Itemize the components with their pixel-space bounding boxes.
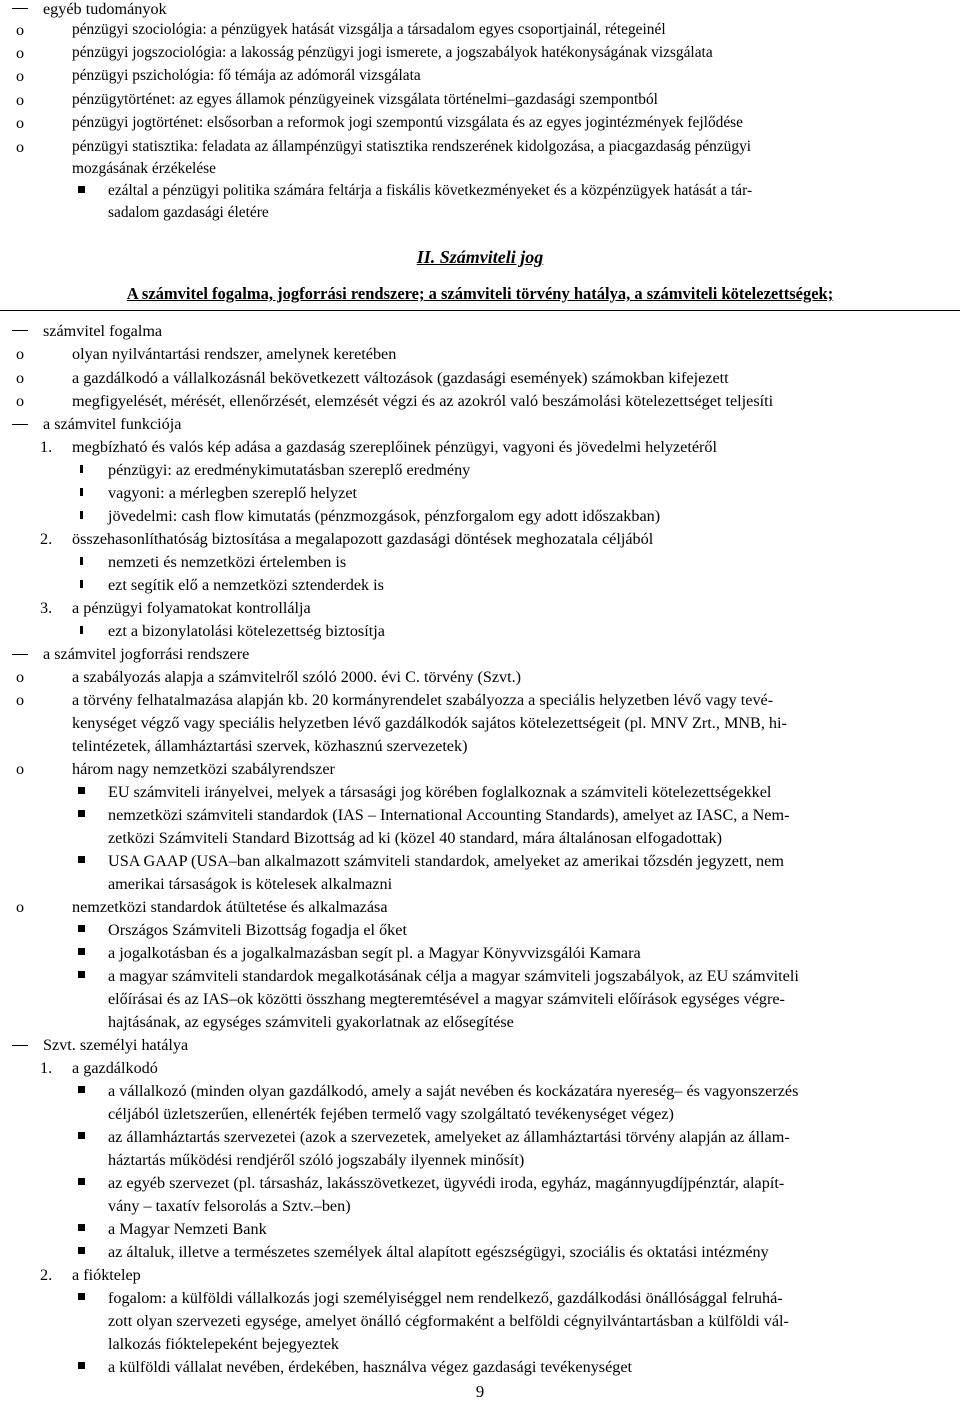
dash-bullet xyxy=(12,424,28,425)
list-item-continued: telintézetek, államháztartási szervek, közhasznú szervezetek) xyxy=(72,737,468,755)
circle-bullet: o xyxy=(16,138,25,156)
heading-szamvitel-fogalma: számvitel fogalma xyxy=(43,322,163,340)
list-number: 2. xyxy=(40,1266,53,1284)
list-subitem: a külföldi vállalat nevében, érdekében, használva végez gazdasági tevékenységet xyxy=(108,1358,633,1376)
square-bullet xyxy=(78,1293,85,1300)
list-subitem-continued: céljából üzletszerűen, ellenérték fejében termelő vagy szolgáltató tevékenységet végez) xyxy=(108,1105,674,1123)
list-subitem: vagyoni: a mérlegben szereplő helyzet xyxy=(108,484,358,502)
small-bullet xyxy=(80,580,83,588)
list-item: pénzügytörténet: az egyes államok pénzügyeinek vizsgálata történelmi–gazdasági szempontból xyxy=(72,91,658,108)
list-number: 1. xyxy=(40,438,53,456)
section-title: II. Számviteli jog xyxy=(416,247,544,267)
section-subtitle: A számvitel fogalma, jogforrási rendszere; a számviteli törvény hatálya, a számviteli kötelezettségek; xyxy=(126,284,834,303)
list-number: 1. xyxy=(40,1059,53,1077)
list-subitem: az egyéb szervezet (pl. társasház, lakásszövetkezet, ügyvédi iroda, egyház, magánnyugdíjpénztár, alapít- xyxy=(108,1174,785,1192)
list-item: nemzetközi standardok átültetése és alkalmazása xyxy=(72,898,388,916)
list-item: összehasonlíthatóság biztosítása a megalapozott gazdasági döntések meghozatala céljából xyxy=(72,530,654,548)
circle-bullet: o xyxy=(16,21,25,39)
circle-bullet: o xyxy=(16,44,25,62)
heading-szemelyi-hatalya: Szvt. személyi hatálya xyxy=(43,1036,189,1054)
small-bullet xyxy=(80,465,83,473)
list-item: három nagy nemzetközi szabályrendszer xyxy=(72,760,335,778)
list-item: a gazdálkodó a vállalkozásnál bekövetkezett változások (gazdasági események) számokban kifejezett xyxy=(72,369,729,387)
list-subitem-continued: lalkozás fióktelepeként bejegyeztek xyxy=(108,1335,340,1353)
square-bullet xyxy=(78,1362,85,1369)
list-item-continued: kenységet végző vagy speciális helyzetben lévő gazdálkodók sajátos kötelezettségeit (pl. MNV Zrt., MNB, hi- xyxy=(72,714,787,732)
list-subitem: a Magyar Nemzeti Bank xyxy=(108,1220,267,1238)
list-subitem: ezt a bizonylatolási kötelezettség biztosítja xyxy=(108,622,385,640)
list-subitem: az államháztartás szervezetei (azok a szervezetek, amelyeket az államháztartási törvény alapján az állam- xyxy=(108,1128,790,1146)
dash-bullet xyxy=(12,654,28,655)
circle-bullet: o xyxy=(16,345,25,363)
square-bullet xyxy=(78,1224,85,1231)
circle-bullet: o xyxy=(16,369,25,387)
list-item: a törvény felhatalmazása alapján kb. 20 kormányrendelet szabályozza a speciális helyzetben lévő vagy tevé- xyxy=(72,691,774,709)
circle-bullet: o xyxy=(16,898,25,916)
list-item: pénzügyi statisztika: feladata az állampénzügyi statisztika rendszerének kidolgozása, a piacgazdaság pénzügyi xyxy=(72,138,752,155)
list-subitem: az általuk, illetve a természetes személyek által alapított egészségügyi, szociális és oktatási intézmény xyxy=(108,1243,769,1261)
small-bullet xyxy=(80,557,83,565)
square-bullet xyxy=(78,1247,85,1254)
square-bullet xyxy=(78,1178,85,1185)
list-subitem: nemzetközi számviteli standardok (IAS – International Accounting Standards), amelyet az IASC, a Nem- xyxy=(108,806,790,824)
circle-bullet: o xyxy=(16,392,25,410)
list-item: olyan nyilvántartási rendszer, amelynek keretében xyxy=(72,345,397,363)
heading-jogforrasi-rendszer: a számvitel jogforrási rendszere xyxy=(43,645,250,663)
circle-bullet: o xyxy=(16,67,25,85)
list-subitem: pénzügyi: az eredménykimutatásban szereplő eredmény xyxy=(108,461,471,479)
list-subitem: a magyar számviteli standardok megalkotásának célja a magyar számviteli jogszabályok, az EU számviteli xyxy=(108,967,799,985)
small-bullet xyxy=(80,488,83,496)
list-item: a pénzügyi folyamatokat kontrollálja xyxy=(72,599,311,617)
dash-bullet xyxy=(12,1045,28,1046)
list-subitem: a vállalkozó (minden olyan gazdálkodó, amely a saját nevében és kockázatára nyereség– és vagyonszerzés xyxy=(108,1082,799,1100)
circle-bullet: o xyxy=(16,760,25,778)
list-item: pénzügyi pszichológia: fő témája az adómorál vizsgálata xyxy=(72,67,421,84)
list-item: megfigyelését, mérését, ellenőrzését, elemzését végzi és az azokról való beszámolási kötelezettséget teljesíti xyxy=(72,392,774,410)
square-bullet xyxy=(78,1086,85,1093)
list-subitem: ezt segítik elő a nemzetközi sztenderdek is xyxy=(108,576,384,594)
divider xyxy=(0,310,960,311)
circle-bullet: o xyxy=(16,691,25,709)
square-bullet xyxy=(78,1132,85,1139)
list-subitem-continued: háztartás működési rendjéről szóló jogszabály ilyennek minősít) xyxy=(108,1151,525,1169)
square-bullet xyxy=(78,810,85,817)
dash-bullet xyxy=(12,330,28,331)
page-number: 9 xyxy=(475,1382,485,1401)
list-subitem: EU számviteli irányelvei, melyek a társasági jog körében foglalkoznak a számviteli kötelezettségekkel xyxy=(108,783,772,801)
list-subitem: USA GAAP (USA–ban alkalmazott számviteli standardok, amelyeket az amerikai tőzsdén jegyzett, nem xyxy=(108,852,784,870)
square-bullet xyxy=(78,856,85,863)
circle-bullet: o xyxy=(16,114,25,132)
list-subitem: a jogalkotásban és a jogalkalmazásban segít pl. a Magyar Könyvvizsgálói Kamara xyxy=(108,944,641,962)
square-bullet xyxy=(78,787,85,794)
list-number: 3. xyxy=(40,599,53,617)
square-bullet xyxy=(78,925,85,932)
list-subitem-continued: előírásai és az IAS–ok közötti összhang megteremtésével a magyar számviteli előírások egységes végre- xyxy=(108,990,785,1008)
square-bullet xyxy=(78,971,85,978)
circle-bullet: o xyxy=(16,668,25,686)
list-subitem: ezáltal a pénzügyi politika számára feltárja a fiskális következményeket és a közpénzügyek hatását a tár- xyxy=(108,182,753,199)
list-subitem: Országos Számviteli Bizottság fogadja el őket xyxy=(108,921,407,939)
list-subitem-continued: amerikai társaságok is kötelesek alkalmazni xyxy=(108,875,393,893)
list-item-continued: mozgásának érzékelése xyxy=(72,160,216,177)
heading-egyeb-tudomanyok: egyéb tudományok xyxy=(43,0,167,18)
list-subitem: jövedelmi: cash flow kimutatás (pénzmozgások, pénzforgalom egy adott időszakban) xyxy=(108,507,661,525)
list-subitem-continued: vány – taxatív felsorolás a Sztv.–ben) xyxy=(108,1197,351,1215)
list-subitem-continued: zott olyan szervezeti egysége, amelyet önálló cégformaként a belföldi cégnyilvántartásban a külföldi vál- xyxy=(108,1312,789,1330)
square-bullet xyxy=(78,186,85,193)
list-item: a gazdálkodó xyxy=(72,1059,158,1077)
list-subitem: fogalom: a külföldi vállalkozás jogi személyiséggel nem rendelkező, gazdálkodási önállósággal felruhá- xyxy=(108,1289,783,1307)
list-subitem-continued: zetközi Számviteli Standard Bizottság ad ki (közel 40 standard, mára általánosan elfogadottak) xyxy=(108,829,723,847)
list-item: pénzügyi jogszociológia: a lakosság pénzügyi jogi ismerete, a jogszabályok hatékonyságának vizsgálata xyxy=(72,44,713,61)
square-bullet xyxy=(78,948,85,955)
small-bullet xyxy=(80,626,83,634)
heading-szamvitel-funkcioja: a számvitel funkciója xyxy=(43,415,182,433)
circle-bullet: o xyxy=(16,91,25,109)
list-item: a fióktelep xyxy=(72,1266,141,1284)
list-subitem-continued: sadalom gazdasági életére xyxy=(108,204,269,221)
list-subitem: nemzeti és nemzetközi értelemben is xyxy=(108,553,347,571)
dash-bullet xyxy=(12,8,28,9)
list-item: pénzügyi szociológia: a pénzügyek hatását vizsgálja a társadalom egyes csoportjainál, rétegeinél xyxy=(72,21,666,38)
small-bullet xyxy=(80,511,83,519)
list-item: megbízható és valós kép adása a gazdaság szereplőinek pénzügyi, vagyoni és jövedelmi helyzetéről xyxy=(72,438,718,456)
list-subitem-continued: hajtásának, az egységes számviteli gyakorlatnak az elősegítése xyxy=(108,1013,514,1031)
list-number: 2. xyxy=(40,530,53,548)
list-item: pénzügyi jogtörténet: elsősorban a reformok jogi szempontú vizsgálata és az egyes jogintézmények fejlődése xyxy=(72,114,743,131)
list-item: a szabályozás alapja a számvitelről szóló 2000. évi C. törvény (Szvt.) xyxy=(72,668,522,686)
